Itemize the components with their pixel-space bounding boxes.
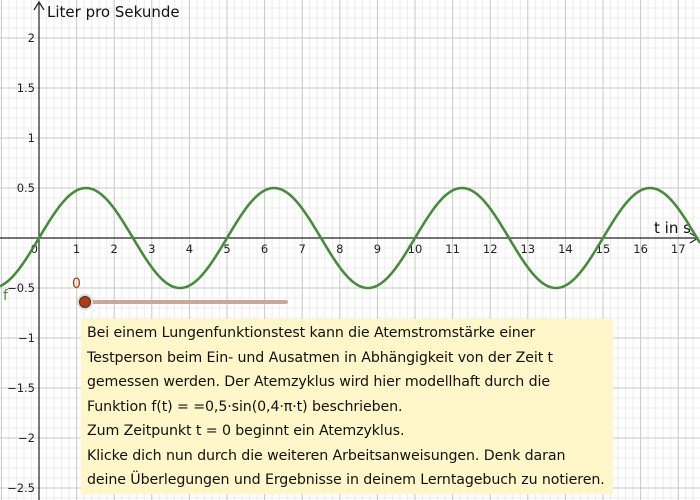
x-tick-label: 11	[445, 242, 460, 256]
info-line: Zum Zeitpunkt t = 0 beginnt ein Atemzyklus.	[87, 423, 405, 439]
x-tick-label: 3	[148, 242, 156, 256]
y-tick-label: 2	[27, 31, 35, 45]
time-slider[interactable]	[72, 276, 286, 310]
y-tick-label: −2	[18, 431, 35, 445]
x-tick-label: 12	[482, 242, 498, 256]
x-tick-label: 2	[110, 242, 118, 256]
y-axis-label: Liter pro Sekunde	[47, 3, 180, 21]
instruction-textbox	[81, 319, 613, 494]
slider-value: 0	[72, 276, 81, 292]
function-label: f	[3, 288, 8, 304]
info-line: gemessen werden. Der Atemzyklus wird hier modellhaft durch die	[87, 374, 550, 390]
x-tick-label: 13	[520, 242, 536, 256]
x-tick-label: 6	[260, 242, 269, 256]
x-tick-label: 16	[633, 242, 648, 256]
y-tick-label: −2.5	[7, 481, 35, 495]
x-axis-label: t in s	[654, 219, 691, 237]
x-tick-label: 1	[72, 242, 81, 256]
x-tick-label: 4	[185, 242, 194, 256]
y-tick-label: −1.5	[7, 381, 35, 395]
info-line: deine Überlegungen und Ergebnisse in deinem Lerntagebuch zu notieren.	[87, 472, 605, 488]
x-tick-label: 14	[558, 242, 573, 256]
y-tick-label: −1	[18, 331, 35, 345]
x-tick-label: 10	[407, 242, 423, 256]
slider-knob[interactable]	[80, 297, 91, 308]
info-line: Klicke dich nun durch die weiteren Arbeitsanweisungen. Denk daran	[87, 447, 566, 464]
x-tick-label: 17	[670, 242, 686, 256]
y-tick-label: 0.5	[16, 181, 35, 195]
x-tick-label: 8	[336, 242, 344, 256]
info-line: Funktion f(t) = =0,5·sin(0,4·π·t) beschrieben.	[87, 398, 403, 415]
x-tick-label: 7	[298, 242, 306, 256]
info-line: Bei einem Lungenfunktionstest kann die Atemstromstärke einer	[87, 325, 536, 341]
y-tick-labels	[7, 31, 35, 495]
x-tick-label: 15	[595, 242, 611, 256]
y-tick-label: 1	[27, 131, 35, 145]
x-tick-label: 9	[373, 242, 382, 256]
info-line: Testperson beim Ein- und Ausatmen in Abhängigkeit von der Zeit t	[87, 349, 554, 366]
y-tick-label: −0.5	[7, 281, 35, 295]
x-tick-label: 5	[223, 242, 231, 256]
y-tick-label: 1.5	[16, 81, 35, 95]
x-tick-label: 0	[30, 242, 38, 256]
